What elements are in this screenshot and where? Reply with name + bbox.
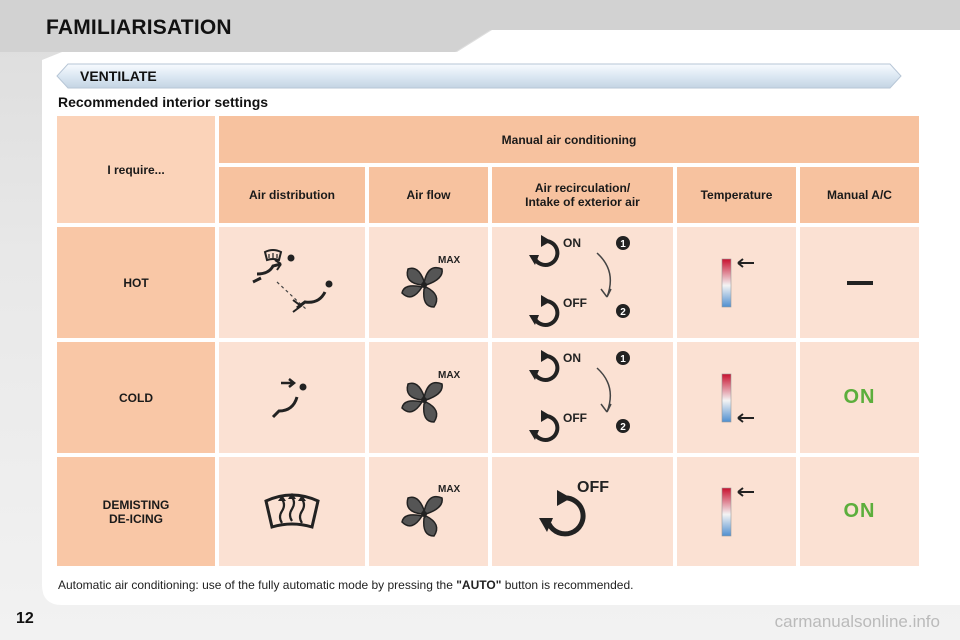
ac-on-label: ON: [843, 500, 876, 522]
hot-temperature: [677, 227, 796, 338]
ac-not-required-dash: [847, 281, 873, 285]
note-text-after: button is recommended.: [501, 578, 634, 592]
cold-air-distribution: [219, 342, 365, 453]
fan-max-icon: [394, 368, 464, 428]
ac-on-label: ON: [843, 386, 876, 408]
fan-max-icon: [394, 482, 464, 542]
fan-max-icon: [394, 253, 464, 313]
page-number: 12: [16, 610, 34, 627]
on-label: ON: [562, 350, 581, 365]
row-label-demisting: DEMISTING DE-ICING: [57, 457, 215, 566]
windscreen-demist-icon: [262, 487, 322, 537]
temperature-hot-icon: [712, 253, 762, 313]
max-label: MAX: [437, 254, 460, 266]
demisting-air-distribution: [219, 457, 365, 566]
face-vents-icon: [267, 373, 317, 423]
windscreen-and-feet-vents-icon: [247, 248, 337, 318]
header-air-recirculation: Air recirculation/ Intake of exterior air: [492, 167, 673, 223]
demisting-manual-ac: [800, 457, 919, 566]
hot-air-flow: [369, 227, 488, 338]
demisting-air-flow: [369, 457, 488, 566]
recirculation-on-then-off-icon: [523, 346, 643, 450]
step-2-badge: 2: [619, 306, 626, 318]
section-title: VENTILATE: [80, 68, 157, 84]
off-label: OFF: [562, 410, 587, 425]
hot-air-distribution: [219, 227, 365, 338]
header-air-flow: Air flow: [369, 167, 488, 223]
watermark: carmanualsonline.info: [774, 612, 940, 631]
header-manual-ac: Manual air conditioning: [219, 116, 919, 163]
settings-table: [57, 116, 903, 560]
header-air-distribution: Air distribution: [219, 167, 365, 223]
section-banner: [56, 63, 902, 89]
note-auto-keyword: "AUTO": [456, 578, 502, 592]
header-require: I require...: [57, 116, 215, 223]
header-manual-ac-column: Manual A/C: [800, 167, 919, 223]
note-text-before: Automatic air conditioning: use of the fully automatic mode by pressing the: [58, 578, 457, 592]
table-title: Recommended interior settings: [58, 94, 269, 110]
on-label: ON: [562, 235, 581, 250]
recirculation-on-then-off-icon: [523, 231, 643, 335]
max-label: MAX: [437, 369, 460, 381]
off-label: OFF: [562, 295, 587, 310]
step-1-badge: 1: [619, 238, 626, 250]
header-temperature: Temperature: [677, 167, 796, 223]
max-label: MAX: [437, 483, 460, 495]
cold-air-flow: [369, 342, 488, 453]
cold-manual-ac: [800, 342, 919, 453]
off-label: OFF: [576, 478, 609, 496]
auto-mode-note: [58, 578, 633, 592]
row-label-hot: HOT: [57, 227, 215, 338]
temperature-hot-icon: [712, 482, 762, 542]
demisting-temperature: [677, 457, 796, 566]
step-2-badge: 2: [619, 421, 626, 433]
hot-manual-ac: [800, 227, 919, 338]
cold-air-recirculation: [492, 342, 673, 453]
hot-air-recirculation: [492, 227, 673, 338]
cold-temperature: [677, 342, 796, 453]
page-title: FAMILIARISATION: [46, 16, 232, 39]
recirculation-off-icon: [533, 472, 633, 552]
row-label-cold: COLD: [57, 342, 215, 453]
demisting-air-recirculation: [492, 457, 673, 566]
step-1-badge: 1: [619, 353, 626, 365]
temperature-cold-icon: [712, 368, 762, 428]
